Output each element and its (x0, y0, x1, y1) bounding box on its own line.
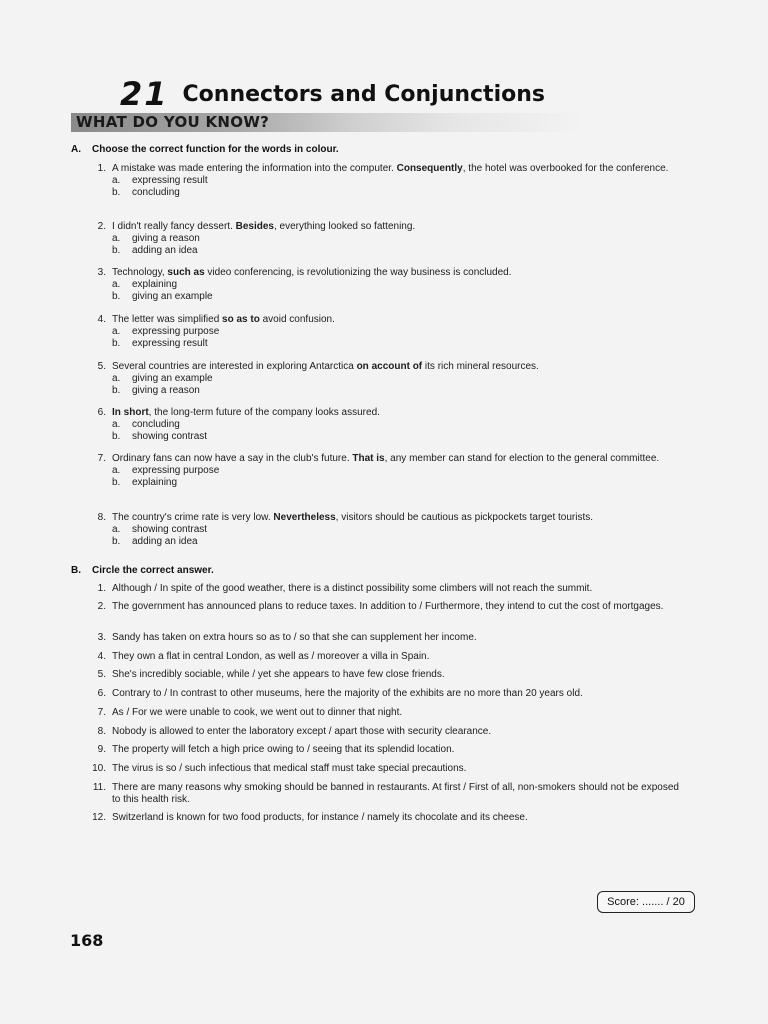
question-text: As / For we were unable to cook, we went out to dinner that night. (112, 707, 403, 718)
question-number: 5. (97, 361, 106, 372)
score-box: Score: ....... / 20 (597, 891, 695, 913)
page-title: Connectors and Conjunctions (182, 81, 545, 107)
question-number: 4. (97, 314, 106, 325)
option-a[interactable] (112, 279, 686, 291)
option-a[interactable] (112, 326, 686, 338)
option-text: giving an example (132, 291, 213, 302)
option-letter: a. (112, 524, 121, 535)
option-a[interactable] (112, 233, 686, 245)
option-text: giving a reason (132, 385, 200, 396)
section-a-question (86, 512, 686, 548)
option-letter: b. (112, 187, 121, 198)
section-b-question[interactable] (86, 707, 686, 719)
section-b-question[interactable] (86, 782, 686, 806)
option-text: giving a reason (132, 233, 200, 244)
question-number: 2. (97, 221, 106, 232)
option-letter: a. (112, 465, 121, 476)
option-letter: a. (112, 279, 121, 290)
question-stem (112, 361, 686, 373)
stem-text: Technology, (112, 267, 168, 278)
question-number: 4. (97, 651, 106, 662)
unit-title-row (120, 74, 545, 114)
option-b[interactable] (112, 536, 686, 548)
option-b[interactable] (112, 477, 686, 489)
section-b-heading (71, 565, 214, 576)
question-number: 6. (97, 407, 106, 418)
section-b-question[interactable] (86, 651, 686, 663)
banner-text: WHAT DO YOU KNOW? (76, 113, 270, 131)
option-a[interactable] (112, 419, 686, 431)
highlighted-connector: Besides (235, 221, 274, 232)
stem-text: I didn't really fancy dessert. (112, 221, 236, 232)
option-letter: b. (112, 431, 121, 442)
option-letter: a. (112, 175, 121, 186)
option-b[interactable] (112, 291, 686, 303)
section-a-heading (71, 144, 339, 155)
option-text: showing contrast (132, 431, 208, 442)
section-b-question[interactable] (86, 688, 686, 700)
option-letter: a. (112, 419, 121, 430)
section-a-question (86, 314, 686, 350)
option-letter: b. (112, 245, 121, 256)
question-text: The government has announced plans to reduce taxes. In addition to / Furthermore, they intend to cut the cost of mortgages. (112, 601, 664, 612)
question-text: There are many reasons why smoking should be banned in restaurants. At first / First of all, non-smokers should not be exposed to this health risk. (112, 782, 679, 805)
question-stem (112, 314, 686, 326)
highlighted-connector: on account of (356, 361, 423, 372)
section-a-question (86, 163, 686, 199)
stem-text: , any member can stand for election to the general committee. (384, 453, 660, 464)
section-b-question[interactable] (86, 763, 686, 775)
question-text: Switzerland is known for two food products, for instance / namely its chocolate and its cheese. (112, 812, 528, 823)
question-text: She's incredibly sociable, while / yet she appears to have few close friends. (112, 669, 445, 680)
option-letter: b. (112, 477, 121, 488)
option-text: adding an idea (132, 536, 198, 547)
option-letter: a. (112, 326, 121, 337)
option-a[interactable] (112, 465, 686, 477)
option-a[interactable] (112, 175, 686, 187)
stem-text: Ordinary fans can now have a say in the club's future. (112, 453, 353, 464)
question-stem (112, 267, 686, 279)
section-b-question[interactable] (86, 669, 686, 681)
question-number: 10. (92, 763, 106, 774)
stem-text: A mistake was made entering the information into the computer. (112, 163, 397, 174)
option-text: giving an example (132, 373, 213, 384)
question-number: 1. (97, 583, 106, 594)
option-text: expressing purpose (132, 326, 220, 337)
question-text: The virus is so / such infectious that medical staff must take special precautions. (112, 763, 467, 774)
highlighted-connector: Consequently (396, 163, 463, 174)
section-b-question[interactable] (86, 812, 686, 824)
question-number: 2. (97, 601, 106, 612)
question-number: 6. (97, 688, 106, 699)
question-number: 3. (97, 267, 106, 278)
question-number: 7. (97, 453, 106, 464)
question-text: The property will fetch a high price owing to / seeing that its splendid location. (112, 744, 455, 755)
option-text: expressing result (132, 175, 208, 186)
option-letter: b. (112, 385, 121, 396)
highlighted-connector: so as to (222, 314, 260, 325)
section-b-question[interactable] (86, 601, 686, 613)
section-a-question (86, 453, 686, 489)
section-a-question (86, 267, 686, 303)
question-stem (112, 453, 686, 465)
option-letter: b. (112, 338, 121, 349)
question-text: Although / In spite of the good weather, there is a distinct possibility some climbers will not reach the summit. (112, 583, 593, 594)
option-text: expressing result (132, 338, 208, 349)
section-a-question (86, 361, 686, 397)
option-text: concluding (132, 419, 180, 430)
option-text: explaining (132, 477, 178, 488)
question-text: Sandy has taken on extra hours so as to / so that she can supplement her income. (112, 632, 477, 643)
section-b-letter: B. (71, 565, 81, 576)
option-letter: b. (112, 536, 121, 547)
stem-text: , the hotel was overbooked for the conference. (462, 163, 669, 174)
question-stem (112, 163, 686, 175)
section-a-question (86, 221, 686, 257)
question-stem (112, 407, 686, 419)
option-b[interactable] (112, 187, 686, 199)
question-number: 8. (97, 512, 106, 523)
option-text: adding an idea (132, 245, 198, 256)
question-number: 8. (97, 726, 106, 737)
stem-text: The country's crime rate is very low. (112, 512, 274, 523)
highlighted-connector: such as (167, 267, 205, 278)
question-text: They own a flat in central London, as well as / moreover a villa in Spain. (112, 651, 430, 662)
option-text: concluding (132, 187, 180, 198)
section-a-letter: A. (71, 144, 81, 155)
option-text: showing contrast (132, 524, 208, 535)
option-b[interactable] (112, 431, 686, 443)
stem-text: , visitors should be cautious as pickpockets target tourists. (335, 512, 594, 523)
option-text: expressing purpose (132, 465, 220, 476)
stem-text: The letter was simplified (112, 314, 223, 325)
stem-text: , the long-term future of the company looks assured. (148, 407, 380, 418)
question-number: 12. (92, 812, 106, 823)
question-number: 1. (97, 163, 106, 174)
section-b-question[interactable] (86, 632, 686, 644)
option-letter: b. (112, 291, 121, 302)
question-text: Nobody is allowed to enter the laboratory except / apart those with security clearance. (112, 726, 492, 737)
question-number: 5. (97, 669, 106, 680)
question-number: 11. (92, 782, 106, 793)
question-number: 7. (97, 707, 106, 718)
page-number: 168 (70, 931, 104, 950)
section-b-instruction: Circle the correct answer. (92, 565, 214, 576)
section-b-question[interactable] (86, 744, 686, 756)
stem-text: video conferencing, is revolutionizing the way business is concluded. (204, 267, 512, 278)
stem-text: , everything looked so fattening. (274, 221, 416, 232)
stem-text: its rich mineral resources. (422, 361, 539, 372)
question-number: 9. (97, 744, 106, 755)
option-a[interactable] (112, 373, 686, 385)
section-b-question[interactable] (86, 583, 686, 595)
option-a[interactable] (112, 524, 686, 536)
option-b[interactable] (112, 245, 686, 257)
question-text: Contrary to / In contrast to other museums, here the majority of the exhibits are no more than 20 years old. (112, 688, 583, 699)
option-letter: a. (112, 373, 121, 384)
stem-text: Several countries are interested in exploring Antarctica (112, 361, 357, 372)
option-b[interactable] (112, 338, 686, 350)
section-b-question[interactable] (86, 726, 686, 738)
highlighted-connector: In short (112, 407, 149, 418)
question-number: 3. (97, 632, 106, 643)
highlighted-connector: Nevertheless (273, 512, 336, 523)
section-a-question (86, 407, 686, 443)
stem-text: avoid confusion. (259, 314, 335, 325)
section-a-instruction: Choose the correct function for the words in colour. (92, 144, 339, 155)
option-text: explaining (132, 279, 178, 290)
question-stem (112, 512, 686, 524)
unit-number: 21 (120, 75, 169, 113)
option-b[interactable] (112, 385, 686, 397)
highlighted-connector: That is (352, 453, 385, 464)
option-letter: a. (112, 233, 121, 244)
question-stem (112, 221, 686, 233)
